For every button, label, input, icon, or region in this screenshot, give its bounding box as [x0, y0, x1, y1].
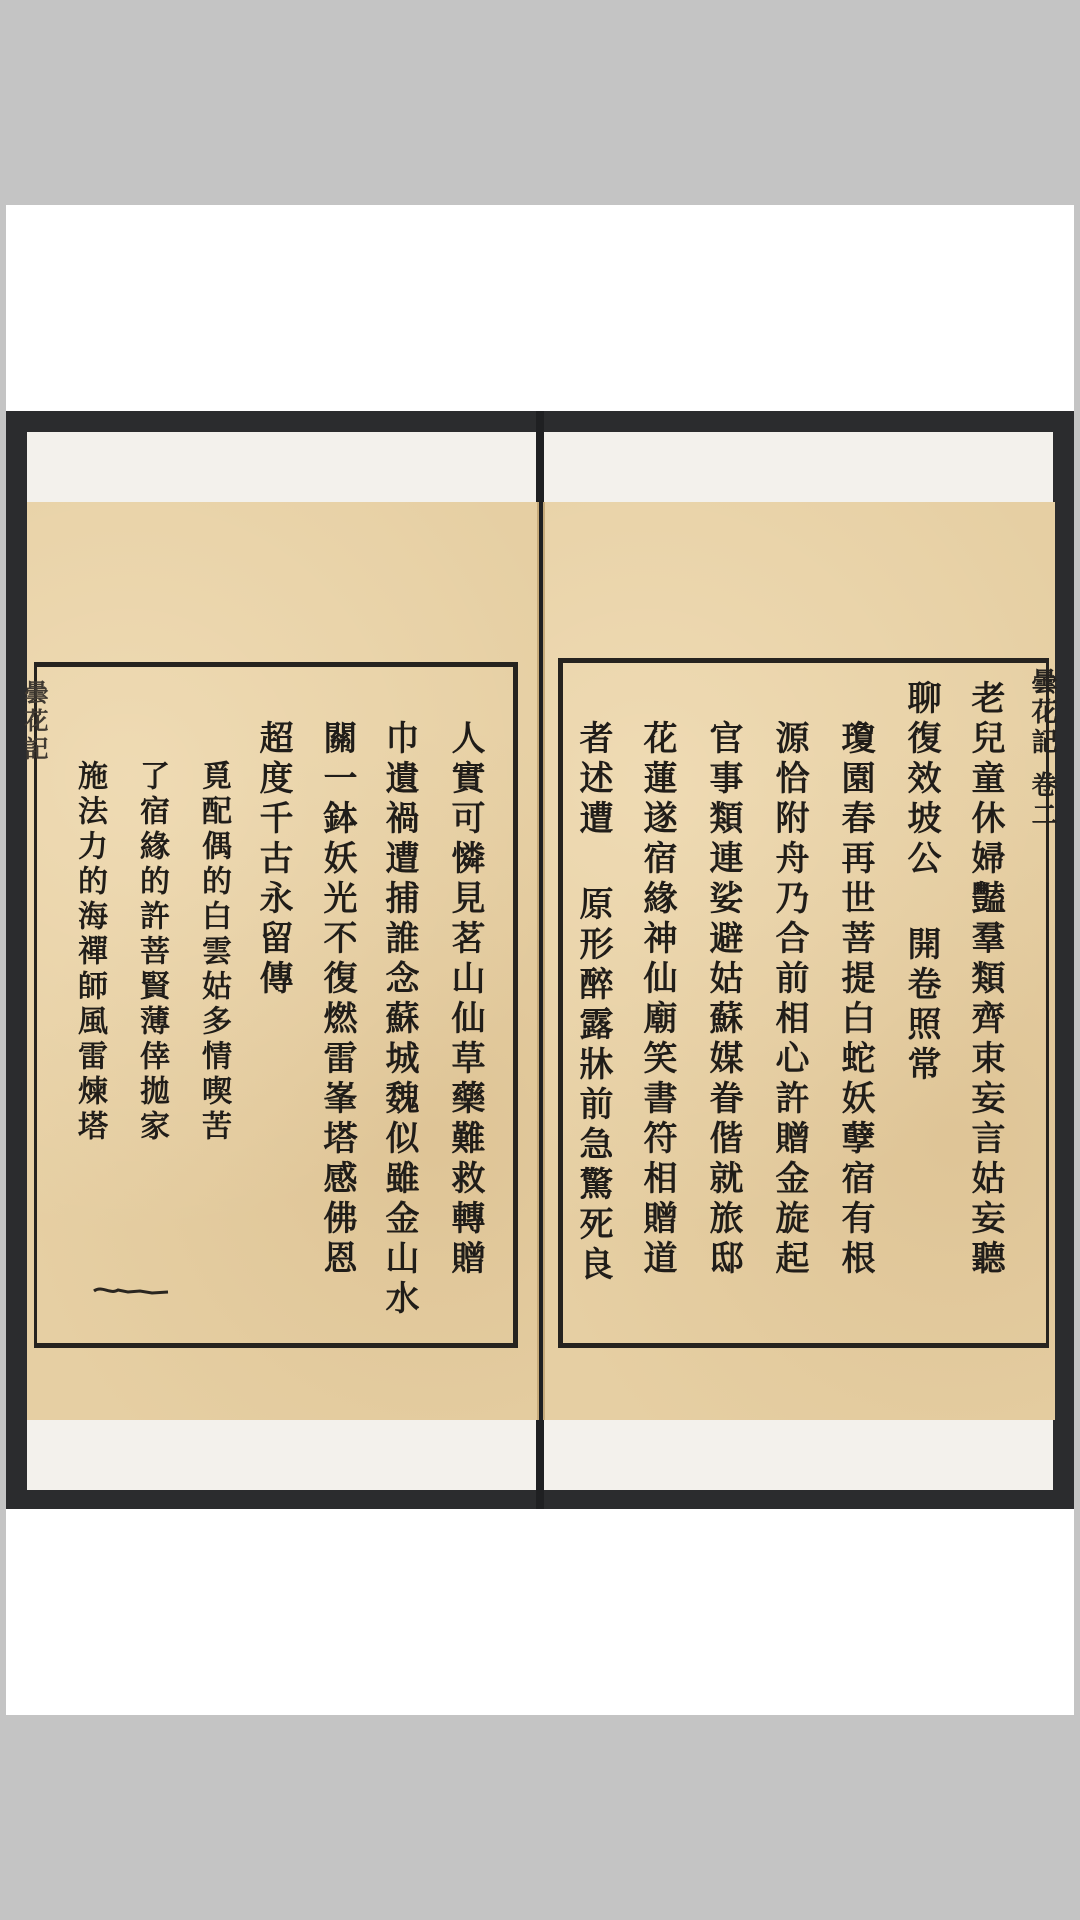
- text-column: 者述遭 原形醉露牀前急驚死良: [573, 720, 613, 1286]
- text-column: 了宿緣的許菩賢薄倖拋家: [134, 760, 169, 1145]
- right-page-edge-label: 曇花記 卷二: [1027, 668, 1057, 832]
- text-column: 覓配偶的白雲姑多情喫苦: [196, 760, 231, 1145]
- text-column: 人實可憐見茗山仙草藥難救轉贈: [445, 720, 485, 1280]
- text-column: 源恰附舟乃合前相心許贈金旋起: [769, 720, 809, 1280]
- left-page-edge-label: 曇花記: [20, 680, 49, 764]
- text-column: 超度千古永留傳: [253, 720, 293, 1000]
- text-column: 關一鉢妖光不復燃雷峯塔感佛恩: [317, 720, 357, 1280]
- text-column: 施法力的海禪師風雷煉塔: [72, 760, 107, 1145]
- text-column: 巾遺禍遭捕誰念蘇城魏似雖金山水: [379, 720, 419, 1320]
- text-column: 聊復效坡公 開卷照常: [901, 680, 941, 1086]
- ink-mark-icon: [92, 1283, 172, 1297]
- text-column: 官事類連娑避姑蘇媒眷偕就旅邸: [703, 720, 743, 1280]
- text-column: 瓊園春再世菩提白蛇妖孽宿有根: [835, 720, 875, 1280]
- text-column: 老兒童休婦豔羣類齊束妄言姑妄聽: [965, 680, 1005, 1280]
- text-column: 花蓮遂宿緣神仙廟笑書符相贈道: [637, 720, 677, 1280]
